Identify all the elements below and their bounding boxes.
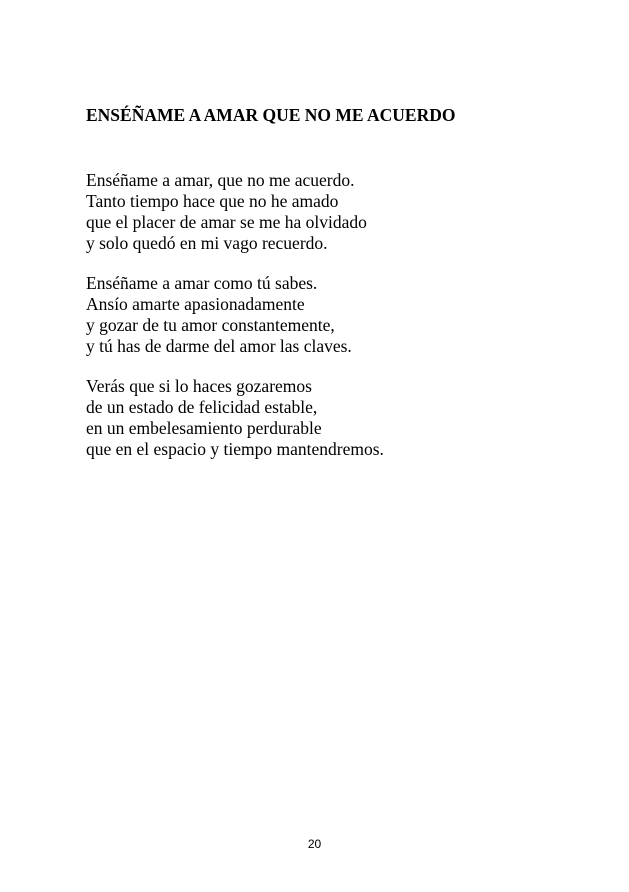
verse-line: y tú has de darme del amor las claves. xyxy=(86,336,352,356)
verse-line: Enséñame a amar como tú sabes. xyxy=(86,273,318,293)
verse-line: que en el espacio y tiempo mantendremos. xyxy=(86,439,384,459)
page-number: 20 xyxy=(307,837,322,851)
verse-line: Verás que si lo haces gozaremos xyxy=(86,376,312,396)
verse-line: y gozar de tu amor constantemente, xyxy=(86,315,335,335)
verse-line: Tanto tiempo hace que no he amado xyxy=(86,191,339,211)
verse-line: que el placer de amar se me ha olvidado xyxy=(86,212,367,232)
poem-title: ENSÉÑAME A AMAR QUE NO ME ACUERDO xyxy=(86,105,456,125)
stanza-1 xyxy=(86,170,367,254)
verse-line: y solo quedó en mi vago recuerdo. xyxy=(86,233,328,253)
stanza-3 xyxy=(86,376,384,460)
verse-line: en un embelesamiento perdurable xyxy=(86,418,322,438)
stanza-2 xyxy=(86,273,352,357)
verse-line: Enséñame a amar, que no me acuerdo. xyxy=(86,170,355,190)
verse-line: de un estado de felicidad estable, xyxy=(86,397,318,417)
verse-line: Ansío amarte apasionadamente xyxy=(86,294,305,314)
